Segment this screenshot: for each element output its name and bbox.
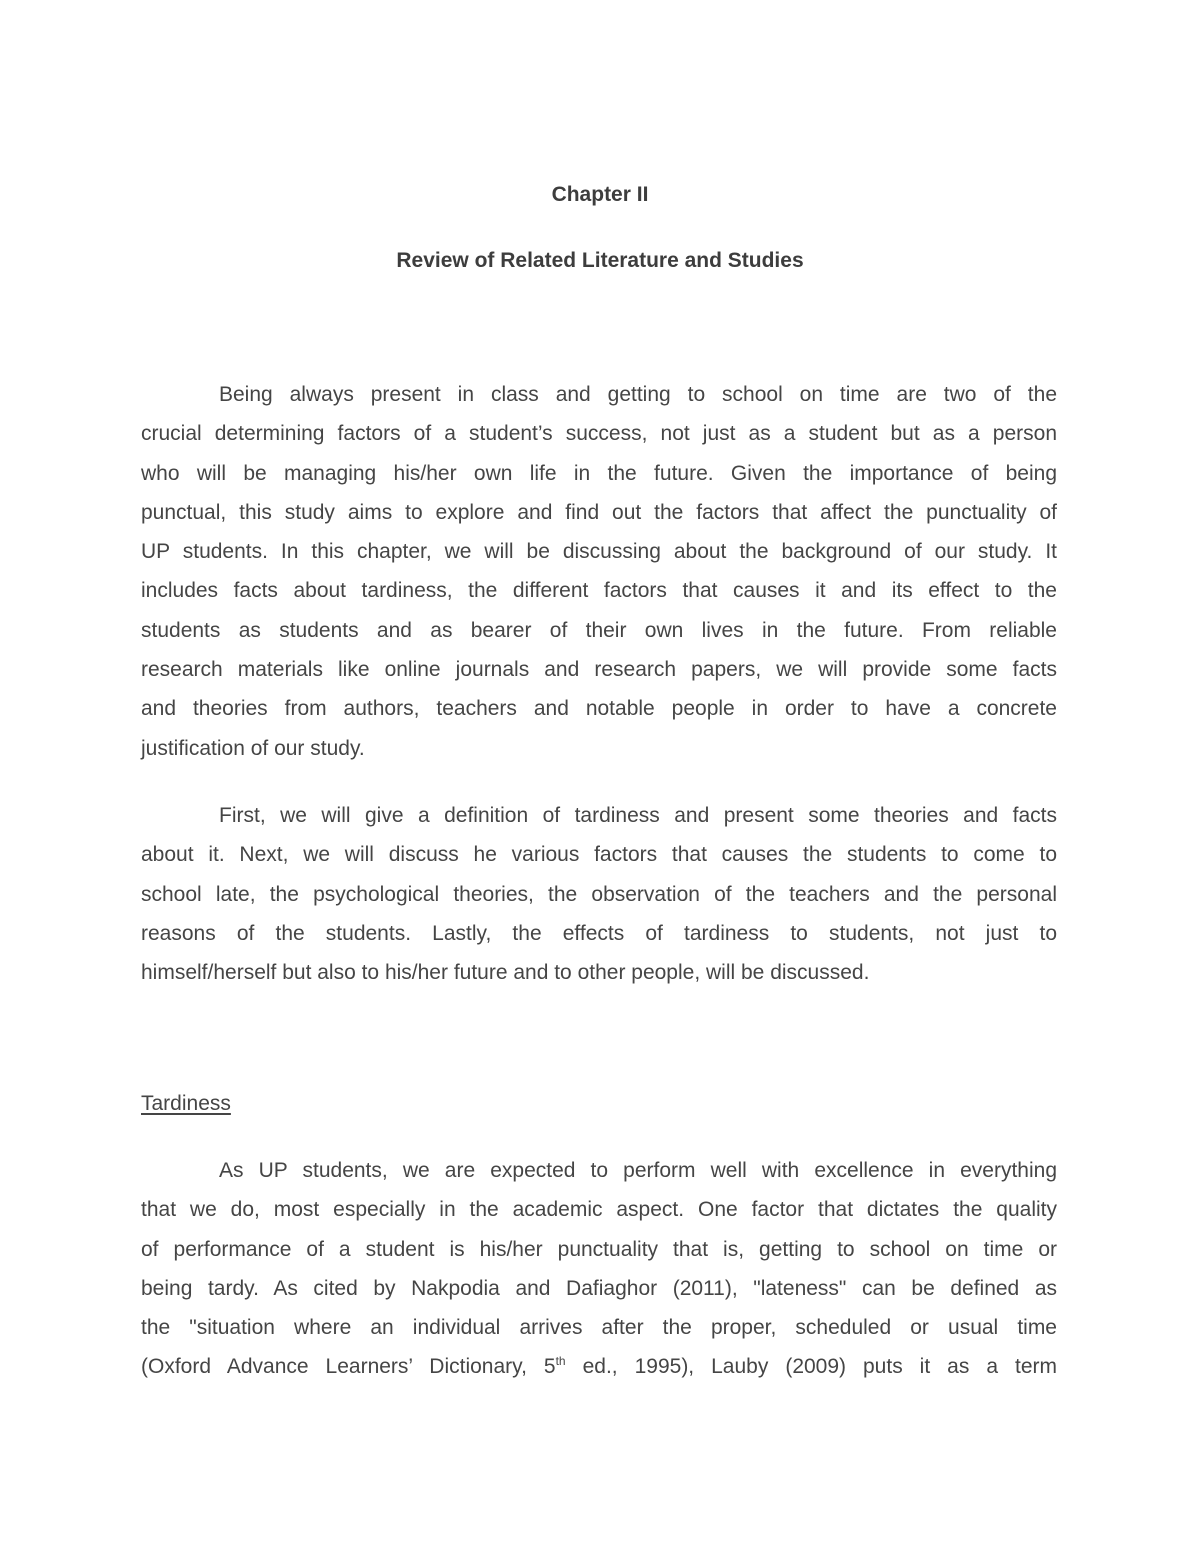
- text-line: and theories from authors, teachers and notable people in order to have a concrete: [141, 697, 1057, 721]
- text-line: punctual, this study aims to explore and find out the factors that affect the punctuality of: [141, 500, 1057, 524]
- text-line: As UP students, we are expected to perform well with excellence in everything: [219, 1159, 1057, 1182]
- text-line: being tardy. As cited by Nakpodia and Dafiaghor (2011), "lateness" can be defined as: [141, 1276, 1057, 1300]
- tardiness-paragraph: [141, 1151, 1057, 1387]
- text-line: First, we will give a definition of tardiness and present some theories and facts: [219, 804, 1057, 827]
- text-line: justification of our study.: [141, 736, 365, 760]
- text-fragment: (Oxford Advance Learners’ Dictionary, 5: [141, 1355, 556, 1379]
- intro-paragraph-2: [141, 796, 1057, 992]
- text-line: that we do, most especially in the academic aspect. One factor that dictates the quality: [141, 1198, 1057, 1222]
- text-line: students as students and as bearer of their own lives in the future. From reliable: [141, 618, 1057, 642]
- text-line: UP students. In this chapter, we will be discussing about the background of our study. It: [141, 540, 1057, 564]
- text-line: reasons of the students. Lastly, the effects of tardiness to students, not just to: [141, 921, 1057, 945]
- text-fragment: ed., 1995), Lauby (2009) puts it as a term: [565, 1355, 1057, 1379]
- text-line: himself/herself but also to his/her future and to other people, will be discussed.: [141, 961, 870, 985]
- text-line: of performance of a student is his/her punctuality that is, getting to school on time or: [141, 1237, 1057, 1261]
- chapter-heading: Chapter II: [551, 183, 649, 206]
- text-line: [141, 1347, 1057, 1386]
- text-line: research materials like online journals and research papers, we will provide some facts: [141, 658, 1057, 682]
- text-line: who will be managing his/her own life in the future. Given the importance of being: [141, 461, 1057, 485]
- text-line: crucial determining factors of a student’s success, not just as a student but as a person: [141, 422, 1057, 446]
- text-line: includes facts about tardiness, the different factors that causes it and its effect to the: [141, 579, 1057, 603]
- chapter-title: Review of Related Literature and Studies: [396, 249, 804, 272]
- text-line: about it. Next, we will discuss he various factors that causes the students to come to: [141, 843, 1057, 867]
- text-line: the "situation where an individual arrives after the proper, scheduled or usual time: [141, 1316, 1057, 1340]
- text-line: Being always present in class and getting to school on time are two of the: [219, 383, 1057, 406]
- superscript: th: [555, 1354, 566, 1369]
- intro-paragraph-1: [141, 375, 1057, 768]
- section-heading-tardiness: Tardiness: [141, 1092, 231, 1115]
- text-line: school late, the psychological theories, the observation of the teachers and the personal: [141, 882, 1057, 906]
